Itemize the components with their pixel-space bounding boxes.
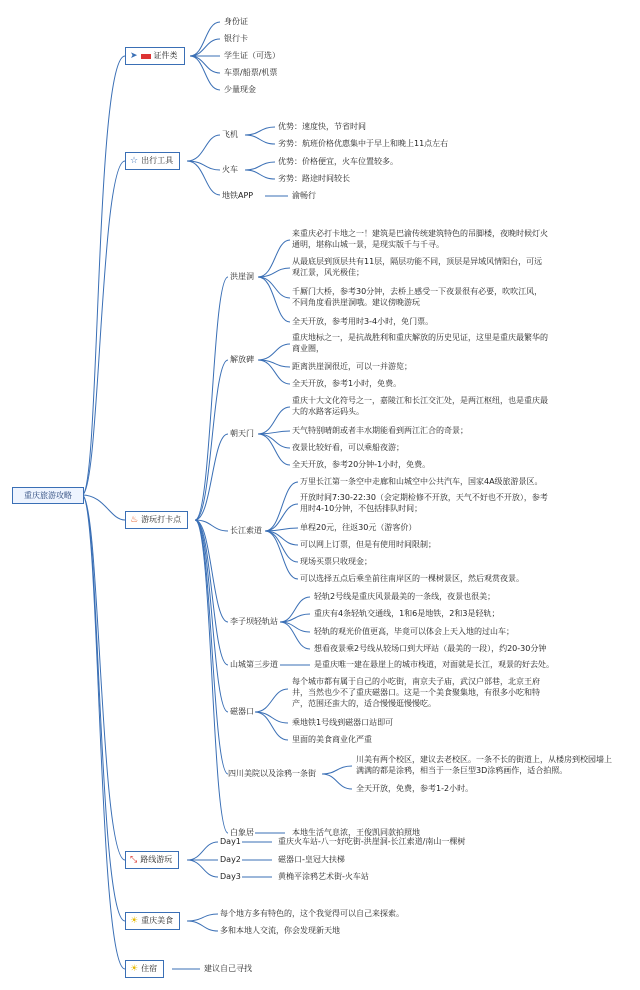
- cableway-item: 可以网上订票，但是有使用时间限制；: [300, 540, 436, 549]
- jiefangbei-item: 重庆地标之一，是抗战胜利和重庆解放的历史见证，这里是重庆最繁华的商业圈，: [292, 333, 548, 353]
- section-food-node[interactable]: [125, 912, 180, 930]
- chaotianmen-item: 夜景比较好看，可以乘船夜游；: [292, 443, 404, 452]
- cableway-item: 万里长江第一条空中走廊和山城空中公共汽车，国家4A级旅游景区。: [300, 477, 543, 486]
- docs-item: 学生证（可选）: [224, 51, 280, 60]
- cableway-item: 可以选择五点后乘坐前往南岸区的一棵树景区，然后观赏夜景。: [300, 574, 524, 583]
- paper-plane-icon: ➤: [130, 51, 138, 61]
- section-spots-label: 游玩打卡点: [141, 515, 182, 524]
- plane-item: 劣势：航班价格优惠集中于早上和晚上11点左右: [278, 139, 449, 148]
- route-day: Day1: [220, 837, 241, 846]
- liziba-item: 轻轨的观光价值更高，毕竟可以体会上天入地的过山车；: [314, 627, 514, 636]
- liziba-item: 重庆有4条轻轨交通线，1和6是地铁，2和3是轻轨；: [314, 609, 500, 618]
- graffiti-item: 川美有两个校区，建议去老校区。一条不长的街道上，从楼房到校园墙上满满的都是涂鸦，相当于一条巨型3D涂鸦画作，适合拍照。: [356, 755, 612, 775]
- docs-item: 银行卡: [224, 34, 248, 43]
- hongyadong-item: 全天开放，参考用时3-4小时，免门票。: [292, 317, 434, 326]
- docs-item: 身份证: [224, 17, 248, 26]
- liziba-node: 李子坝轻轨站: [230, 617, 278, 626]
- docs-item: 车票/船票/机票: [224, 68, 278, 77]
- sun-icon: ☀: [130, 916, 139, 926]
- chaotianmen-item: 重庆十大文化符号之一，嘉陵江和长江交汇处，是两江枢纽，也是重庆最大的水路客运码头。: [292, 396, 548, 416]
- cableway-item: 现场买票只收现金；: [300, 557, 372, 566]
- train-node: 火车: [222, 165, 238, 174]
- section-transport-label: 出行工具: [141, 156, 174, 165]
- section-lodging-label: 住宿: [141, 964, 158, 973]
- graffiti-node: 四川美院以及涂鸦一条街: [228, 769, 316, 778]
- docs-item: 少量现金: [224, 85, 256, 94]
- baixiangju-value: 本地生活气息浓，王俊凯同款拍照地: [292, 828, 420, 837]
- card-icon: [141, 54, 151, 59]
- section-food-label: 重庆美食: [141, 916, 174, 925]
- ciqikou-item: 每个城市都有属于自己的小吃街，南京夫子庙，武汉户部巷，北京王府井，当然也少不了重庆磁器口。这是一个美食聚集地，有很多小吃和特产，范围还蛮大的，适合慢慢逛慢慢吃。: [292, 677, 540, 708]
- train-item: 劣势：路途时间较长: [278, 174, 350, 183]
- hongyadong-item: 千厮门大桥，参考30分钟，去桥上感受一下夜景很有必要，吹吹江风，不同角度看洪崖洞哦。建议傍晚游玩: [292, 287, 543, 307]
- jiefangbei-item: 全天开放，参考1小时，免费。: [292, 379, 402, 388]
- plane-node: 飞机: [222, 130, 238, 139]
- jiefangbei-item: 距离洪崖洞很近，可以一并游览；: [292, 362, 412, 371]
- ciqikou-item: 里面的美食商业化严重: [292, 735, 372, 744]
- cableway-item: 开放时间7:30-22:30（会定期检修不开放，天气不好也不开放），参考用时4-10分钟，不包括排队时间；: [300, 493, 548, 513]
- route-text: 磁器口-皇冠大扶梯: [278, 855, 345, 864]
- root-node[interactable]: 重庆旅游攻略: [12, 487, 84, 504]
- metro-node: 地铁APP: [222, 191, 254, 200]
- food-item: 多和本地人交流，你会发现新天地: [220, 926, 340, 935]
- chaotianmen-item: 全天开放，参考20分钟-1小时，免费。: [292, 460, 431, 469]
- section-docs-label: 证件类: [153, 51, 178, 60]
- star-icon: ☆: [130, 156, 139, 166]
- ciqikou-item: 乘地铁1号线到磁器口站即可: [292, 718, 394, 727]
- lodging-value: 建议自己寻找: [204, 964, 252, 973]
- graffiti-item: 全天开放，免费，参考1-2小时。: [356, 784, 474, 793]
- cableway-node: 长江索道: [230, 526, 262, 535]
- hongyadong-item: 从最底层到顶层共有11层，隔层功能不同，顶层是异域风情阳台，可远观江景，风光极佳；: [292, 257, 543, 277]
- chaotianmen-node: 朝天门: [230, 429, 254, 438]
- metro-value: 渝畅行: [292, 191, 316, 200]
- section-routes-label: 路线游玩: [140, 855, 173, 864]
- train-item: 优势：价格便宜，火车位置较多。: [278, 157, 398, 166]
- cableway-item: 单程20元，往返30元（游客价）: [300, 523, 417, 532]
- route-day: Day2: [220, 855, 241, 864]
- jiefangbei-node: 解放碑: [230, 355, 254, 364]
- section-lodging-node[interactable]: [125, 960, 164, 978]
- fire-icon: ♨: [130, 515, 139, 525]
- section-routes-node[interactable]: [125, 851, 179, 869]
- steps-value: 是重庆唯一建在悬崖上的城市栈道，对面就是长江，观景的好去处。: [314, 660, 554, 669]
- baixiangju-node: 白象居: [230, 828, 254, 837]
- ciqikou-node: 磁器口: [230, 707, 254, 716]
- route-text: 重庆火车站-八一好吃街-洪崖洞-长江索道/南山一棵树: [278, 837, 466, 846]
- food-item: 每个地方多有特色的，这个我觉得可以自己来探索。: [220, 909, 404, 918]
- chaotianmen-item: 天气特别晴朗或者丰水期能看到两江汇合的奇景；: [292, 426, 468, 435]
- hongyadong-item: 来重庆必打卡地之一！建筑是巴渝传统建筑特色的吊脚楼，夜晚时候灯火通明，堪称山城一景，是现实版千与千寻。: [292, 229, 548, 249]
- plane-item: 优势：速度快，节省时间: [278, 122, 366, 131]
- route-icon: ⤡: [130, 855, 138, 865]
- hongyadong-node: 洪崖洞: [230, 272, 254, 281]
- section-spots-node[interactable]: [125, 511, 188, 529]
- sun-icon: ☀: [130, 964, 139, 974]
- route-day: Day3: [220, 872, 241, 881]
- liziba-item: 想看夜景乘2号线从较场口到大坪站（最美的一段），约20-30分钟: [314, 644, 547, 653]
- steps-node: 山城第三步道: [230, 660, 278, 669]
- section-transport-node[interactable]: [125, 152, 180, 170]
- section-docs-node[interactable]: [125, 47, 185, 65]
- route-text: 黄桷平涂鸦艺术街-火车站: [278, 872, 369, 881]
- liziba-item: 轻轨2号线是重庆风景最美的一条线，夜景也很美；: [314, 592, 496, 601]
